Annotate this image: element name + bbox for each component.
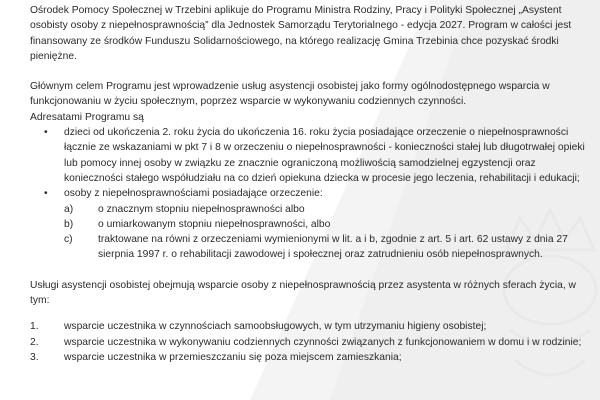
numbered-label: 3. xyxy=(30,351,39,363)
numbered-text: wsparcie uczestnika w czynnościach samoobsługowych, w tym utrzymaniu higieny osobistej; xyxy=(64,321,487,333)
document-body xyxy=(30,3,590,365)
list-item xyxy=(30,125,590,186)
services-paragraph: Usługi asystencji osobistej obejmują wsparcie osoby z niepełnosprawnością przez asystenta w różnych sferach życia, w tym: xyxy=(30,279,576,307)
intro-paragraph: Ośrodek Pomocy Społecznej w Trzebini aplikuje do Programu Ministra Rodziny, Pracy i Polityki Społecznej „Asystent osobisty osoby z niepełnosprawnością” dla Jednostek Samorządu Terytorialnego - edycja 2027. Program w całości jest finansowany ze środków Funduszu Solidarnościowego, na którego realizację Gmina Trzebinia chce pozyskać środki pieniężne. xyxy=(30,5,572,62)
numbered-label: 1. xyxy=(30,321,39,333)
addressees-heading: Adresatami Programu są xyxy=(30,111,144,123)
sub-list-text: traktowane na równi z orzeczeniami wymienionymi w lit. a i b, zgodnie z art. 5 i art. 62 ustawy z dnia 27 sierpnia 1997 r. o rehabilitacji zawodowej i społecznej oraz zatrudnieniu osób niepełnosprawnych. xyxy=(98,234,568,261)
sub-list-text: o znacznym stopniu niepełnosprawności albo xyxy=(98,203,305,215)
sub-list-label: c) xyxy=(64,234,73,246)
numbered-item xyxy=(30,350,590,365)
sub-list-label: b) xyxy=(64,218,74,230)
services-list xyxy=(30,319,590,365)
sub-list-item xyxy=(64,232,590,263)
sub-list xyxy=(64,202,590,263)
bullet-marker: • xyxy=(44,188,48,200)
sub-list-item xyxy=(64,217,590,232)
numbered-text: wsparcie uczestnika w przemieszczaniu się poza miejscem zamieszkania; xyxy=(64,351,402,363)
numbered-text: wsparcie uczestnika w wykonywaniu codziennych czynności związanych z funkcjonowaniem w domu i w rodzinie; xyxy=(64,336,582,348)
numbered-item xyxy=(30,319,590,334)
list-item-text: dzieci od ukończenia 2. roku życia do ukończenia 16. roku życia posiadające orzeczenie o niepełnosprawności łącznie ze wskazaniami w pkt 7 i 8 w orzeczeniu o niepełnosprawności - konieczności stałej lub długotrwałej opieki lub pomocy innej osoby w związku ze znacznie ograniczoną możliwością samodzielnej egzystencji oraz konieczności stałego współudziału na co dzień opiekuna dziecka w procesie jego leczenia, rehabilitacji i edukacji; xyxy=(64,127,585,184)
list-item xyxy=(30,186,590,262)
addressees-list xyxy=(30,125,590,263)
list-item-text: osoby z niepełnosprawnościami posiadające orzeczenie: xyxy=(64,188,323,200)
sub-list-label: a) xyxy=(64,203,74,215)
numbered-label: 2. xyxy=(30,336,39,348)
sub-list-item xyxy=(64,202,590,217)
bullet-marker: • xyxy=(44,127,48,139)
sub-list-text: o umiarkowanym stopniu niepełnosprawności, albo xyxy=(98,218,331,230)
numbered-item xyxy=(30,335,590,350)
goal-paragraph: Głównym celem Programu jest wprowadzenie usług asystencji osobistej jako formy ogólnodostępnego wsparcia w funkcjonowaniu w życiu społecznym, poprzez wsparcie w wykonywaniu codziennych czynności. xyxy=(30,81,550,108)
